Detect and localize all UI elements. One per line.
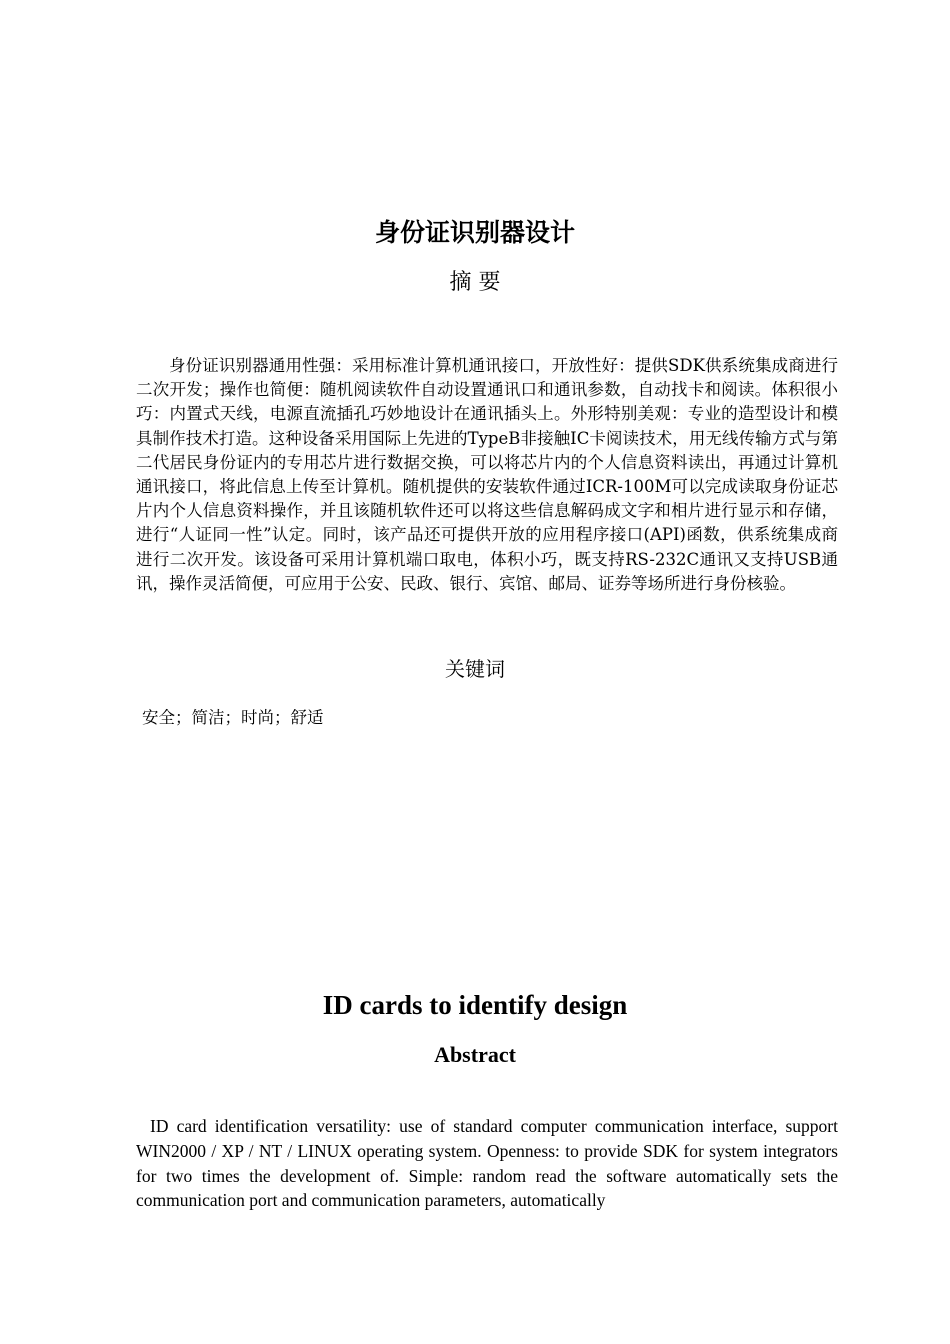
chinese-keywords-heading: 关键词 xyxy=(445,657,505,681)
chinese-keywords: 安全；简洁；时尚；舒适 xyxy=(142,708,324,727)
chinese-abstract-heading: 摘 要 xyxy=(449,270,501,295)
chinese-title: 身份证识别器设计 xyxy=(374,218,575,247)
chinese-abstract-body: 身份证识别器通用性强：采用标准计算机通讯接口，开放性好：提供SDK供系统集成商进行二次开发；操作也简便：随机阅读软件自动设置通讯口和通讯参数，自动找卡和阅读。体积很小巧：内置式天线，电源直流插孔巧妙地设计在通讯插头上。外形特别美观：专业的造型设计和模具制作技术打造。这种设备采用国际上先进的TypeB非接触IC卡阅读技术，用无线传输方式与第二代居民身份证内的专用芯片进行数据交换，可以将芯片内的个人信息资料读出，再通过计算机通讯接口，将此信息上传至计算机。随机提供的安装软件通过ICR-100M可以完成读取身份证芯片内个人信息资料操作，并且该随机软件还可以将这些信息解码成文字和相片进行显示和存储，进行“人证同一性”认定。同时，该产品还可提供开放的应用程序接口(API)函数，供系统集成商进行二次开发。该设备可采用计算机端口取电，体积小巧，既支持RS-232C通讯又支持USB通讯，操作灵活简便，可应用于公安、民政、银行、宾馆、邮局、证券等场所进行身份核验。 xyxy=(136,356,838,593)
english-title: ID cards to identify design xyxy=(322,990,628,1020)
english-abstract-heading: Abstract xyxy=(434,1042,516,1067)
english-abstract-body: ID card identification versatility: use of standard computer communication interface, support WIN2000 / XP / NT / LINUX operating system. Openness: to provide SDK for system integrators for two times the development of. Simple: random read the software automatically sets the communication port and communication parameters, automatically xyxy=(136,1116,838,1211)
